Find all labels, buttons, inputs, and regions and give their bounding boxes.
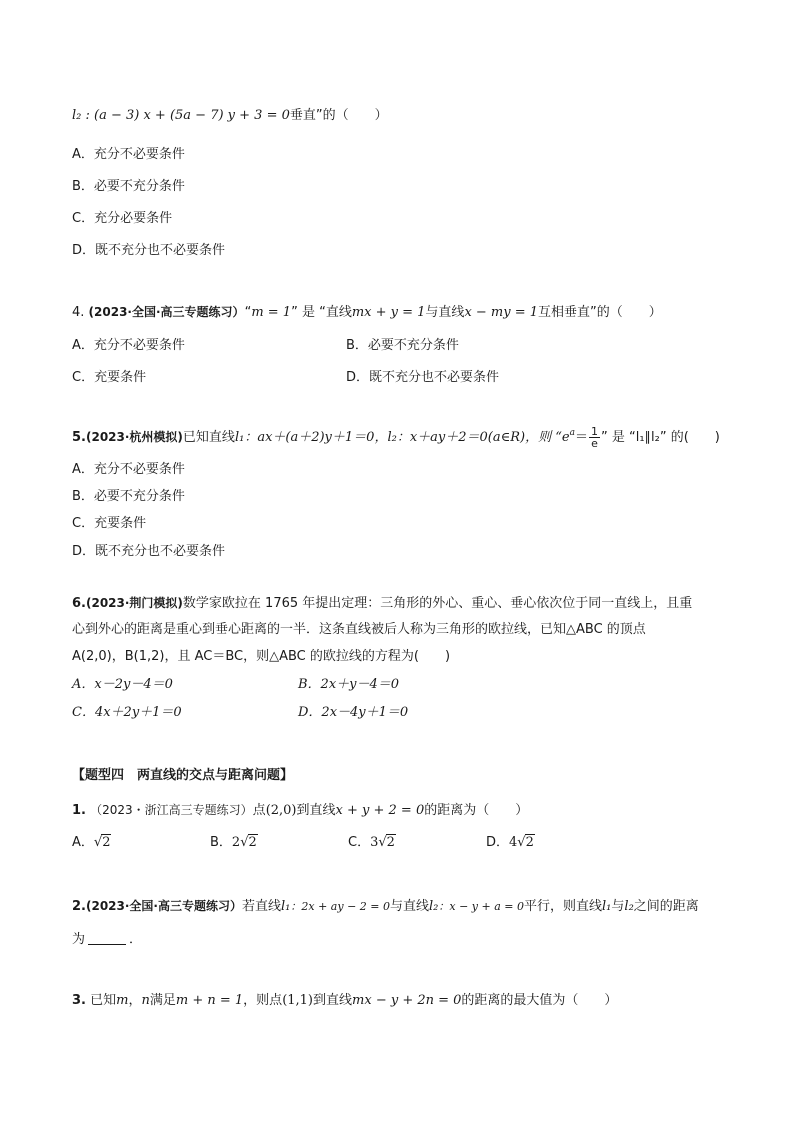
section-heading: 【题型四 两直线的交点与距离问题】: [72, 768, 294, 783]
s4q3-text3: ，则点: [243, 993, 283, 1008]
q5-frac-den: e: [591, 437, 598, 450]
q6-source: (2023·荆门模拟): [85, 596, 183, 610]
s4q1-option-b-coeff: 2: [231, 835, 241, 850]
q3-stem: [72, 107, 388, 125]
s4q2-l1: l₁: [281, 899, 291, 914]
s4q1-option-d-radicand: 2: [525, 835, 534, 850]
q3-option-b[interactable]: B．必要不充分条件: [72, 179, 185, 194]
q4-source: (2023·全国·高三专题练习）: [88, 305, 245, 319]
q4-option-d[interactable]: D．既不充分也不必要条件: [346, 370, 500, 385]
q4-option-c[interactable]: C．充要条件: [72, 370, 147, 385]
s4q2-text1: 若直线: [242, 899, 282, 914]
q5-l2-label: l₂: [387, 430, 397, 445]
q5-frac-num: 1: [590, 425, 598, 438]
s4q1-option-c[interactable]: [348, 834, 396, 852]
s4q3-number: 3.: [72, 993, 86, 1008]
s4q1-option-d-sqrt: 4√2: [509, 835, 534, 850]
q6-option-d[interactable]: D．2x－4y＋1＝0: [298, 705, 409, 720]
q4-mid2: 与直线: [425, 305, 465, 320]
q5-exponent: a: [569, 428, 575, 438]
q6-stem-line3: A(2,0)，B(1,2)，且 AC＝BC，则△ABC 的欧拉线的方程为( ): [72, 649, 451, 664]
s4q1-option-c-radicand: 2: [386, 835, 395, 850]
s4q2-line2-prefix: 为: [72, 932, 86, 947]
s4q2-text5: 之间的距离: [633, 899, 699, 914]
q5-fraction: [589, 426, 600, 449]
s4q1-option-d[interactable]: [486, 834, 535, 852]
q5-eq-sign: ＝: [574, 430, 588, 445]
s4q1-option-d-letter: D．: [486, 835, 510, 850]
q5-text1: 已知直线: [182, 430, 235, 445]
q6-stem-line1: [72, 594, 692, 613]
s4q3-condition: m + n = 1: [175, 993, 244, 1008]
s4q1-option-b-letter: B．: [210, 835, 232, 850]
q5-option-a[interactable]: A．充分不必要条件: [72, 462, 185, 477]
s4q3-point: (1,1): [282, 993, 314, 1008]
q6-option-a[interactable]: A．x－2y－4＝0: [72, 677, 173, 692]
s4q2-text4: 与: [611, 899, 625, 914]
q4-tail: 互相垂直”的（ ）: [538, 305, 662, 320]
s4q3-text4: 到直线: [313, 993, 353, 1008]
s4q1-line: x + y + 2 = 0: [335, 803, 425, 818]
q3-option-a[interactable]: A．充分不必要条件: [72, 147, 185, 162]
q5-option-c[interactable]: C．充要条件: [72, 516, 147, 531]
s4q2-source: (2023·全国·高三专题练习）: [85, 899, 242, 913]
s4q1-option-c-coeff: 3: [370, 835, 379, 850]
s4q3-comma: ，: [128, 993, 142, 1008]
s4q1-option-c-letter: C．: [348, 835, 371, 850]
s4q1-option-a-letter: A．: [72, 835, 94, 850]
q4-stem: [72, 303, 662, 322]
s4q2-l2: l₂: [429, 899, 439, 914]
q5-text2: ” 是 “l₁∥l₂” 的( ): [600, 430, 720, 445]
s4q1-stem: [72, 801, 528, 820]
q5-l1-equation: ：ax＋(a＋2)y＋1＝0，: [244, 430, 388, 445]
s4q1-option-b-radicand: 2: [248, 835, 257, 850]
s4q1-option-a-sqrt: √2: [93, 835, 111, 850]
s4q1-option-a[interactable]: [72, 834, 111, 852]
q4-condition: m = 1: [251, 305, 292, 320]
s4q2-text3: 平行，则直线: [524, 899, 603, 914]
q4-number: 4.: [72, 305, 85, 320]
s4q1-source: （2023・浙江高三专题练习）: [90, 803, 253, 817]
s4q1-option-d-coeff: 4: [509, 835, 518, 850]
q5-number: 5.: [72, 430, 86, 445]
s4q3-text2: 满足: [149, 993, 176, 1008]
s4q2-stem-line2: [72, 930, 142, 949]
q5-option-b[interactable]: B．必要不充分条件: [72, 489, 185, 504]
s4q3-text1: 已知: [90, 993, 117, 1008]
s4q3-m: m: [116, 993, 129, 1008]
q5-l1-label: l₁: [234, 430, 245, 445]
s4q2-number: 2.: [72, 899, 86, 914]
q6-number: 6.: [72, 596, 86, 611]
s4q1-text1: 点: [252, 803, 266, 818]
q5-stem: [72, 426, 720, 449]
s4q2-l1-equation: ：2x + ay − 2 = 0: [290, 900, 390, 913]
s4q1-text2: 到直线: [296, 803, 336, 818]
s4q3-stem: [72, 992, 617, 1010]
q3-option-d[interactable]: D．既不充分也不必要条件: [72, 243, 226, 258]
q4-option-a[interactable]: A．充分不必要条件: [72, 338, 185, 353]
q3-line-equation: l₂ : (a − 3) x + (5a − 7) y + 3 = 0: [72, 108, 290, 123]
q4-line1: mx + y = 1: [351, 305, 426, 320]
s4q3-text5: 的距离的最大值为（ ）: [461, 993, 618, 1008]
q5-l2-equation: ：x＋ay＋2＝0(a∈R)，则 “e: [396, 430, 570, 445]
s4q2-line2-suffix: ．: [129, 932, 143, 947]
s4q2-text2: 与直线: [390, 899, 430, 914]
q4-mid1: ” 是 “直线: [291, 305, 352, 320]
s4q1-option-c-sqrt: 3√2: [370, 835, 395, 850]
q4-option-b[interactable]: B．必要不充分条件: [346, 338, 459, 353]
q5-source: (2023·杭州模拟): [85, 430, 183, 444]
s4q1-text3: 的距离为（ ）: [424, 803, 529, 818]
q5-option-d[interactable]: D．既不充分也不必要条件: [72, 544, 226, 559]
s4q1-option-b[interactable]: [210, 834, 258, 852]
answer-blank[interactable]: [88, 930, 126, 945]
s4q2-stem-line1: [72, 897, 699, 916]
q4-quote: “: [244, 305, 252, 320]
s4q2-l2-equation: ：x − y + a = 0: [438, 900, 524, 913]
s4q1-option-b-sqrt: 2√2: [231, 835, 257, 850]
s4q3-n: n: [141, 993, 150, 1008]
q3-stem-suffix: 垂直”的（ ）: [289, 108, 388, 123]
s4q2-l1-ref: l₁: [602, 899, 612, 914]
q4-line2: x − my = 1: [464, 305, 539, 320]
q6-option-b[interactable]: B．2x＋y－4＝0: [298, 677, 400, 692]
q6-text-line1: 数学家欧拉在 1765 年提出定理：三角形的外心、重心、垂心依次位于同一直线上，且重: [182, 596, 693, 611]
q6-option-c[interactable]: C．4x＋2y＋1＝0: [72, 705, 182, 720]
q3-option-c[interactable]: C．充分必要条件: [72, 211, 173, 226]
s4q1-option-a-radicand: 2: [102, 835, 111, 850]
s4q2-l2-ref: l₂: [624, 899, 634, 914]
s4q3-line: mx − y + 2n = 0: [352, 993, 462, 1008]
q6-stem-line2: 心到外心的距离是重心到垂心距离的一半．这条直线被后人称为三角形的欧拉线，已知△ABC 的顶点: [72, 622, 646, 637]
s4q1-point: (2,0): [265, 803, 297, 818]
s4q1-number: 1.: [72, 803, 86, 818]
